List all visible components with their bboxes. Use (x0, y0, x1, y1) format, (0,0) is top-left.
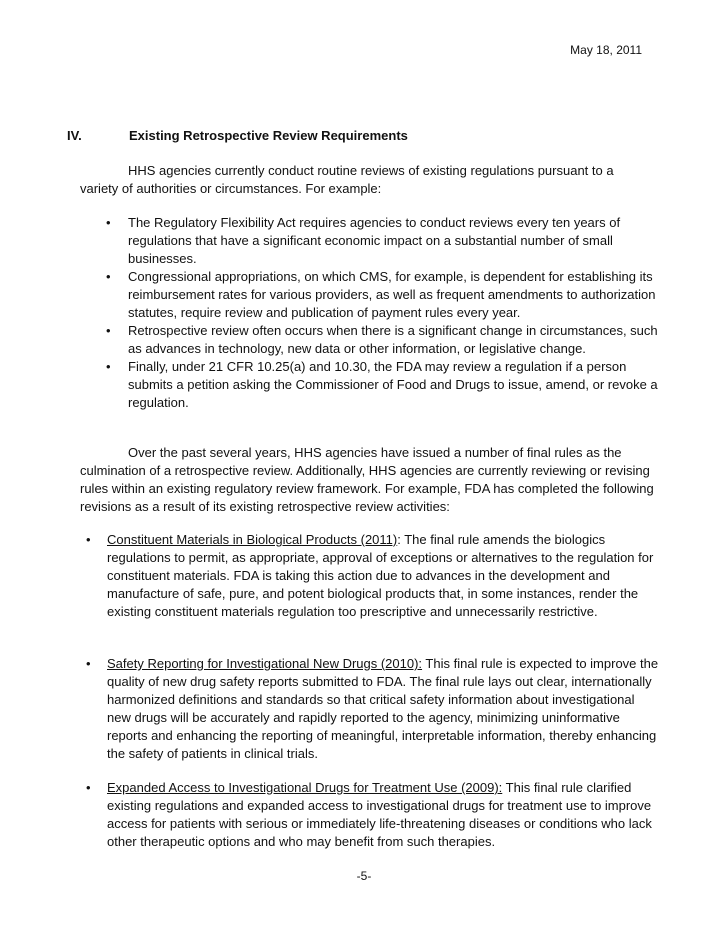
intro-text: HHS agencies currently conduct routine reviews of existing regulations pursuant to a variety of authorities or circumstances. For example: (80, 163, 614, 196)
revision-list (80, 531, 660, 621)
list-item (80, 531, 660, 621)
revision-title: Safety Reporting for Investigational New Drugs (2010): (107, 656, 423, 671)
bullet-icon: • (106, 359, 111, 374)
example-text: Finally, under 21 CFR 10.25(a) and 10.30, the FDA may review a regulation if a person submits a petition asking the Commissioner of Food and Drugs to issue, amend, or revoke a regulation. (128, 359, 658, 410)
list-item (100, 214, 660, 268)
intro-paragraph (80, 162, 640, 198)
list-item (100, 268, 660, 322)
revision-title: Constituent Materials in Biological Products (2011) (107, 532, 398, 547)
section-heading (67, 127, 408, 145)
section-number: IV. (67, 128, 82, 143)
examples-list (100, 214, 660, 412)
bullet-icon: • (86, 656, 91, 671)
revision-text: The final rule amends the biologics regulations to permit, as appropriate, approval of exceptions or alternatives to the regulation for constituent materials. FDA is taking this action due to advances in the development and manufacture of safe, pure, and potent biological products that, in some instances, render the existing constituent materials regulation too prescriptive and unnecessarily restrictive. (107, 532, 654, 619)
list-item (100, 358, 660, 412)
section-title: Existing Retrospective Review Requirements (129, 128, 408, 143)
list-item (80, 655, 660, 763)
header-date: May 18, 2011 (570, 43, 642, 57)
list-item (80, 779, 660, 851)
bullet-icon: • (86, 532, 91, 547)
revision-text: This final rule is expected to improve the quality of new drug safety reports submitted to FDA. The final rule lays out clear, internationally harmonized definitions and standards so that critical safety information about investigational new drugs will be accurately and rapidly reported to the agency, minimizing uninformative reports and enhancing the reporting of meaningful, interpretable information, thereby enhancing the safety of patients in clinical trials. (107, 656, 659, 761)
bullet-icon: • (106, 269, 111, 284)
list-item (100, 322, 660, 358)
summary-paragraph (80, 444, 660, 516)
revision-separator: : (397, 532, 401, 547)
revision-list (80, 779, 660, 851)
bullet-icon: • (86, 780, 91, 795)
example-text: Retrospective review often occurs when there is a significant change in circumstances, such as advances in technology, new data or other information, or legislative change. (128, 323, 658, 356)
revision-list (80, 655, 660, 763)
summary-text: Over the past several years, HHS agencies have issued a number of final rules as the culmination of a retrospective review. Additionally, HHS agencies are currently reviewing or revising rules within an existing regulatory review framework. For example, FDA has completed the following revisions as a result of its existing retrospective review activities: (80, 445, 654, 514)
revision-text: This final rule clarified existing regulations and expanded access to investigational drugs for treatment use to improve access for patients with serious or immediately life-threatening diseases or conditions who lack other therapeutic options and who may benefit from such therapies. (107, 780, 652, 849)
example-text: Congressional appropriations, on which CMS, for example, is dependent for establishing its reimbursement rates for various providers, as well as frequent amendments to authorization statutes, require review and publication of payment rules every year. (128, 269, 656, 320)
example-text: The Regulatory Flexibility Act requires agencies to conduct reviews every ten years of regulations that have a significant economic impact on a substantial number of small businesses. (128, 215, 621, 266)
revision-title: Expanded Access to Investigational Drugs for Treatment Use (2009): (107, 780, 503, 795)
bullet-icon: • (106, 215, 111, 230)
page-number: -5- (356, 869, 372, 883)
bullet-icon: • (106, 323, 111, 338)
